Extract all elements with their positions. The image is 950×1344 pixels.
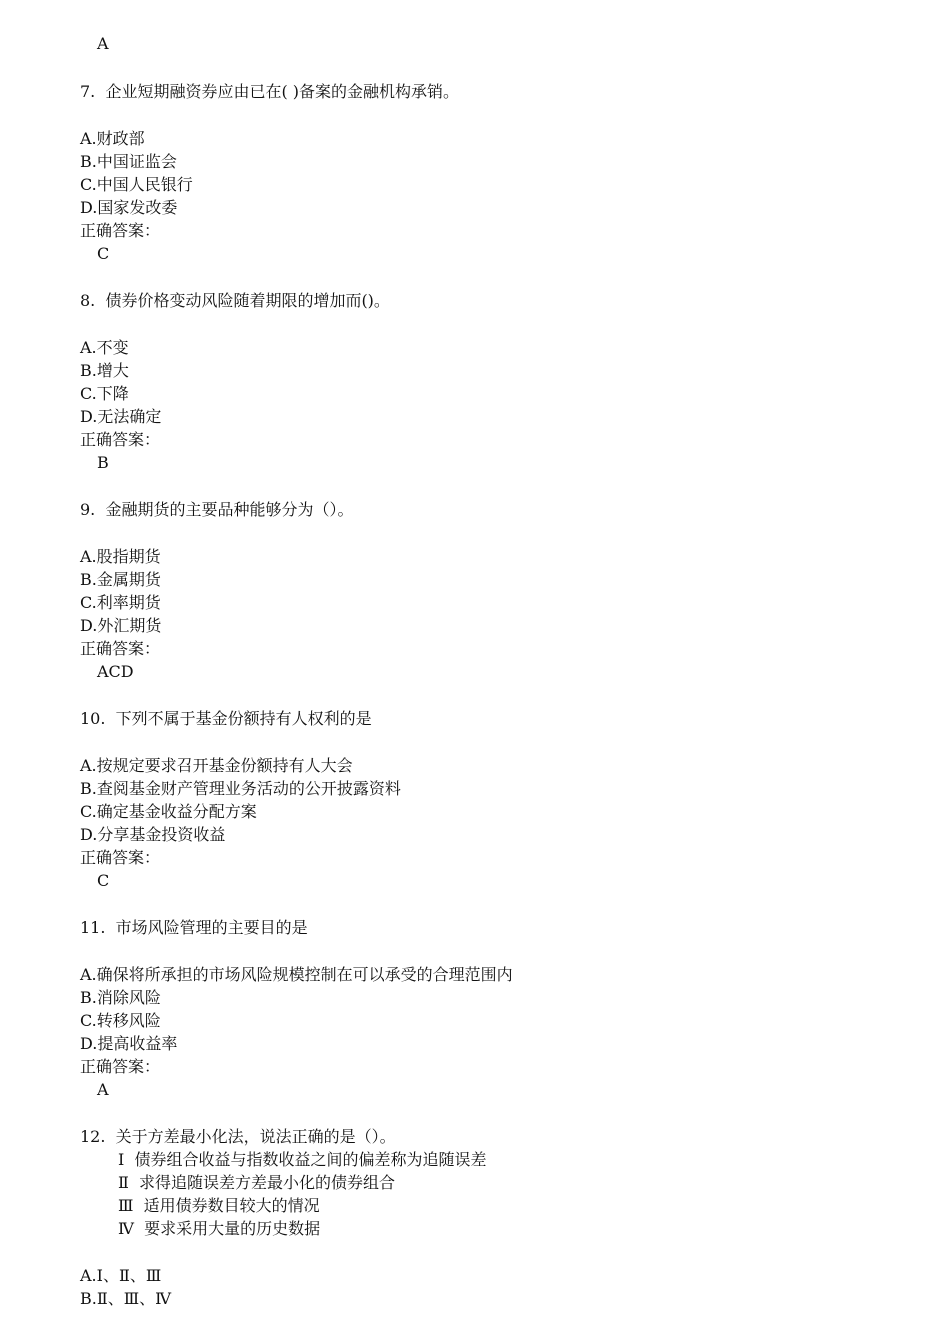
question-number: 7. [80,82,96,101]
option-d: D.提高收益率 [80,1034,178,1053]
option-b: B.Ⅱ、Ⅲ、Ⅳ [80,1289,172,1308]
answer-label: 正确答案： [80,430,161,449]
answer-label: 正确答案： [80,1057,161,1076]
question-12 [80,1125,396,1148]
answer-value: ACD [97,662,134,681]
question-text: 市场风险管理的主要目的是 [115,918,308,937]
answer-label: 正确答案： [80,848,161,867]
answer-label: 正确答案： [80,221,161,240]
statement-3: Ⅲ 适用债券数目较大的情况 [118,1196,320,1215]
answer-value: B [97,453,109,472]
option-a: A.财政部 [80,129,145,148]
option-d: D.国家发改委 [80,198,178,217]
option-d: D.分享基金投资收益 [80,825,226,844]
option-b: B.中国证监会 [80,152,177,171]
question-number: 9. [80,500,96,519]
question-text: 金融期货的主要品种能够分为（）。 [105,500,354,519]
option-b: B.查阅基金财产管理业务活动的公开披露资料 [80,779,401,798]
question-7 [80,80,459,103]
option-c: C.中国人民银行 [80,175,193,194]
option-a: A.按规定要求召开基金份额持有人大会 [80,756,353,775]
statement-1: Ⅰ 债券组合收益与指数收益之间的偏差称为追随误差 [118,1150,487,1169]
question-number: 10. [80,709,106,728]
option-a: A.确保将所承担的市场风险规模控制在可以承受的合理范围内 [80,965,513,984]
option-c: C.确定基金收益分配方案 [80,802,257,821]
question-9 [80,498,353,521]
option-b: B.金属期货 [80,570,161,589]
question-number: 8. [80,291,96,310]
question-text: 债券价格变动风险随着期限的增加而()。 [105,291,390,310]
answer-value: C [97,244,110,263]
statement-4: Ⅳ 要求采用大量的历史数据 [118,1219,321,1238]
option-a: A.股指期货 [80,547,161,566]
answer-label: 正确答案： [80,639,161,658]
option-d: D.无法确定 [80,407,162,426]
option-a: A.不变 [80,338,129,357]
option-c: C.转移风险 [80,1011,161,1030]
option-c: C.利率期货 [80,593,161,612]
option-d: D.外汇期货 [80,616,162,635]
question-10 [80,707,372,730]
option-b: B.增大 [80,361,129,380]
question-8 [80,289,390,312]
answer-value: A [97,1080,109,1099]
question-number: 12. [80,1127,106,1146]
question-text: 关于方差最小化法，说法正确的是（）。 [115,1127,396,1146]
answer-value: C [97,871,110,890]
question-text: 企业短期融资券应由已在( )备案的金融机构承销。 [105,82,460,101]
option-b: B.消除风险 [80,988,161,1007]
previous-answer: A [97,34,109,53]
option-c: C.下降 [80,384,129,403]
statement-2: Ⅱ 求得追随误差方差最小化的债券组合 [118,1173,396,1192]
option-a: A.Ⅰ、Ⅱ、Ⅲ [80,1266,162,1285]
question-11 [80,916,308,939]
question-text: 下列不属于基金份额持有人权利的是 [115,709,372,728]
question-number: 11. [80,918,106,937]
